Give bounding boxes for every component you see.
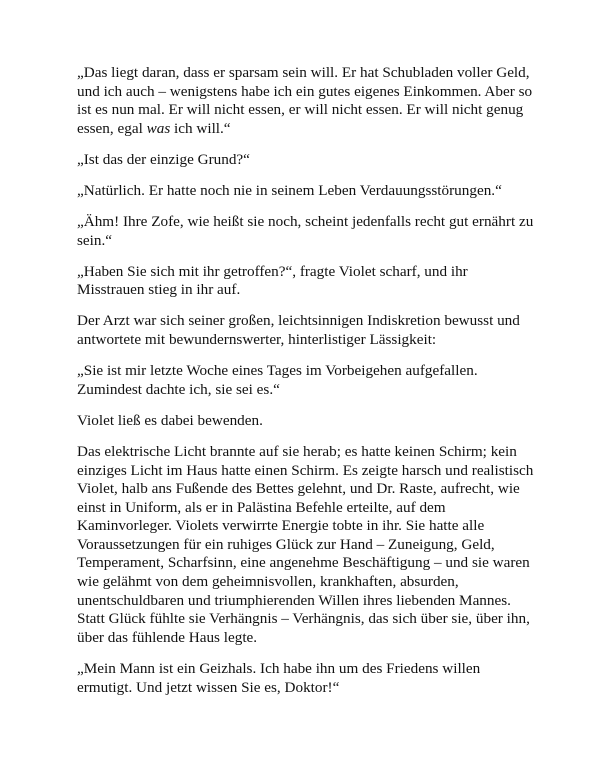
paragraph-5: „Haben Sie sich mit ihr getroffen?“, fragte Violet scharf, und ihr Misstrauen stieg in ihr auf. [77, 262, 468, 299]
paragraph-7: „Sie ist mir letzte Woche eines Tages im Vorbeigehen aufgefallen. Zumindest dachte ich, sie sei es.“ [77, 362, 478, 398]
paragraph-1-text-before: „Das liegt daran, dass er sparsam sein will. Er hat Schubladen voller Geld, und ich auch – wenigstens habe ich ein gutes eigenes Einkommen. Aber so ist es nun mal. Er will nicht essen, er will nicht essen. Er will nicht genug essen, egal [77, 64, 533, 137]
paragraph-2: „Ist das der einzige Grund?“ [77, 150, 250, 168]
paragraph-10: „Mein Mann ist ein Geizhals. Ich habe ihn um des Friedens willen ermutigt. Und jetzt wissen Sie es, Doktor!“ [77, 659, 481, 696]
paragraph-1-text-after: ich will.“ [170, 119, 231, 137]
paragraph-4: „Ähm! Ihre Zofe, wie heißt sie noch, scheint jedenfalls recht gut ernährt zu sein.“ [77, 213, 534, 249]
document-page [77, 64, 537, 710]
paragraph-3: „Natürlich. Er hatte noch nie in seinem Leben Verdauungsstörungen.“ [77, 181, 502, 199]
paragraph-9: Das elektrische Licht brannte auf sie herab; es hatte keinen Schirm; kein einziges Licht im Haus hatte einen Schirm. Es zeigte harsch und realistisch Violet, halb ans Fußende des Bettes gelehnt, und Dr. Raste, aufrecht, wie einst in Uniform, als er in Palästina Befehle erteilte, auf dem Kaminvorleger. Violets verwirrte Energie tobte in ihr. Sie hatte alle Voraussetzungen für ein ruhiges Glück zur Hand – Zuneigung, Geld, Temperament, Scharfsinn, eine angenehme Beschäftigung – und sie waren wie gelähmt von dem geheimnisvollen, krankhaften, absurden, unentschuldbaren und triumphierenden Willen ihres liebenden Mannes. Statt Glück fühlte sie Verhängnis – Verhängnis, das sich über sie, über ihn, über das fühlende Haus legte. [77, 442, 534, 646]
paragraph-1-emphasis: was [146, 119, 171, 137]
paragraph-8: Violet ließ es dabei bewenden. [77, 411, 263, 429]
paragraph-1 [77, 64, 537, 138]
paragraph-6: Der Arzt war sich seiner großen, leichtsinnigen Indiskretion bewusst und antwortete mit bewundernswerter, hinterlistiger Lässigkeit: [77, 312, 520, 349]
